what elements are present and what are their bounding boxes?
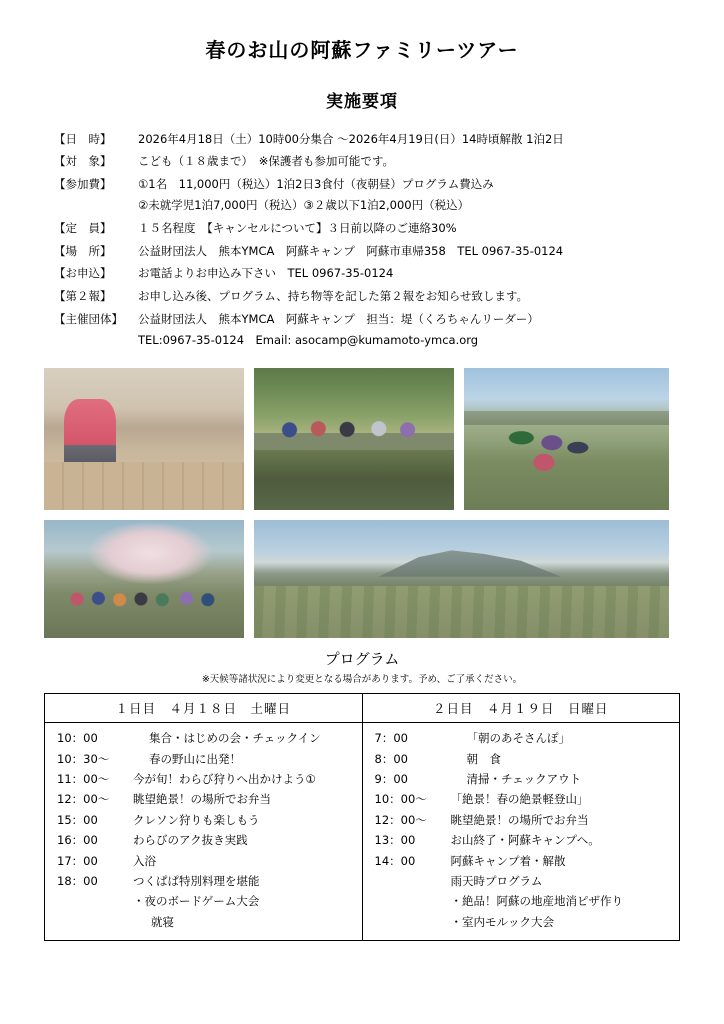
table-row — [44, 286, 680, 309]
table-row — [44, 128, 680, 151]
schedule-activity: 「朝のあそさんぽ」 — [466, 731, 570, 746]
schedule-activity: 朝 食 — [466, 751, 501, 766]
program-note: ※天候等諸状況により変更となる場合があります。予め、ご了承ください。 — [201, 674, 523, 686]
photo-row-top — [44, 368, 680, 510]
detail-value-main: お電話よりお申込み下さい TEL 0967-35-0124 — [138, 266, 394, 281]
detail-label: 【場 所】 — [54, 243, 112, 258]
schedule-item — [363, 891, 680, 911]
schedule-activity: 今が旬！わらび狩りへ出かけよう① — [133, 772, 316, 787]
schedule-item — [45, 749, 362, 769]
table-row — [44, 263, 680, 286]
mount-aso-panorama-photo — [254, 520, 669, 638]
schedule-item — [363, 789, 680, 809]
day2-header: ２日目 ４月１９日 日曜日 — [362, 694, 680, 723]
detail-label: 【第２報】 — [54, 289, 112, 304]
detail-label: 【主催団体】 — [54, 312, 123, 326]
schedule-time: 14：00 — [374, 853, 416, 868]
schedule-activity: わらびのアク抜き実践 — [133, 833, 248, 848]
schedule-item — [45, 871, 362, 891]
schedule-activity: ・絶品！阿蘇の地産地消ピザ作り — [450, 894, 623, 909]
schedule-body-row — [45, 723, 680, 941]
schedule-activity: 「絶景！春の絶景軽登山」 — [450, 792, 589, 807]
detail-value-main: 公益財団法人 熊本YMCA 阿蘇キャンプ 阿蘇市車帰358 TEL 0967-35-0124 — [138, 243, 564, 258]
schedule-item — [45, 850, 362, 870]
schedule-activity: 雨天時プログラム — [450, 873, 543, 888]
detail-label: 【お申込】 — [54, 266, 112, 281]
schedule-header-row — [45, 694, 680, 723]
photo-row-bottom — [44, 520, 680, 638]
schedule-activity: ・室内モルック大会 — [450, 914, 554, 929]
detail-value — [132, 217, 680, 240]
table-row — [44, 309, 680, 353]
schedule-activity: お山終了・阿蘇キャンプへ。 — [450, 833, 600, 848]
detail-value — [132, 309, 680, 353]
detail-value-main: １５名程度 【キャンセルについて】３日前以降のご連絡30% — [138, 220, 457, 235]
detail-value — [132, 128, 680, 151]
detail-value-main: お申し込み後、プログラム、持ち物等を記した第２報をお知らせ致します。 — [138, 289, 528, 304]
indoor-activity-photo — [44, 368, 244, 510]
schedule-activity: 入浴 — [133, 853, 156, 868]
schedule-item — [363, 830, 680, 850]
detail-value — [132, 286, 680, 309]
schedule-item — [363, 749, 680, 769]
detail-label: 【対 象】 — [54, 154, 112, 169]
detail-value-main: 公益財団法人 熊本YMCA 阿蘇キャンプ 担当：堤（くろちゃんリーダー） — [138, 312, 539, 326]
schedule-item — [45, 769, 362, 789]
schedule-activity: 集合・はじめの会・チェックイン — [149, 731, 321, 746]
page-title: 春のお山の阿蘇ファミリーツアー — [205, 38, 519, 62]
detail-value — [132, 240, 680, 263]
schedule-time: 10：30～ — [57, 751, 110, 766]
schedule-time: 16：00 — [57, 833, 98, 848]
family-on-viewpoint-photo — [464, 368, 669, 510]
schedule-item — [45, 789, 362, 809]
detail-value — [132, 151, 680, 174]
photo-gallery — [44, 368, 680, 638]
program-schedule-table — [44, 693, 680, 941]
event-details-table — [44, 128, 680, 352]
schedule-time: 8：00 — [374, 751, 408, 766]
schedule-item — [363, 850, 680, 870]
day1-header: １日目 ４月１８日 土曜日 — [45, 694, 363, 723]
schedule-activity: 就寝 — [151, 914, 174, 929]
detail-value-sub: TEL:0967-35-0124 Email: asocamp@kumamoto-ymca.org — [138, 332, 479, 347]
schedule-activity: 阿蘇キャンプ着・解散 — [450, 853, 566, 868]
day2-schedule — [362, 723, 680, 941]
schedule-activity: 清掃・チェックアウト — [466, 772, 582, 787]
cherry-blossom-group-photo — [44, 520, 244, 638]
document-subtitle: 実施要項 — [326, 92, 398, 112]
schedule-activity: つくぱぱ特別料理を堪能 — [133, 873, 260, 888]
green-field-group-photo — [254, 368, 454, 510]
schedule-item — [45, 891, 362, 911]
schedule-time: 11：00～ — [57, 772, 110, 787]
detail-value — [132, 174, 680, 218]
detail-value-sub: ②未就学児1泊7,000円（税込）③２歳以下1泊2,000円（税込） — [138, 197, 470, 212]
schedule-item — [45, 810, 362, 830]
schedule-time: 18：00 — [57, 873, 98, 888]
table-row — [44, 174, 680, 218]
table-row — [44, 240, 680, 263]
schedule-time: 10：00～ — [374, 792, 427, 807]
schedule-activity: ・夜のボードゲーム大会 — [133, 894, 260, 909]
detail-value-main: こども（１８歳まで） ※保護者も参加可能です。 — [138, 154, 394, 169]
day1-schedule — [45, 723, 363, 941]
schedule-time: 15：00 — [57, 812, 98, 827]
schedule-time: 13：00 — [374, 833, 416, 848]
schedule-time: 10：00 — [57, 731, 98, 746]
schedule-time: 12：00～ — [374, 812, 427, 827]
schedule-time: 7：00 — [374, 731, 408, 746]
detail-label: 【定 員】 — [54, 220, 112, 235]
table-row — [44, 151, 680, 174]
schedule-item — [363, 769, 680, 789]
schedule-item — [363, 912, 680, 932]
schedule-item — [363, 871, 680, 891]
detail-label: 【参加費】 — [54, 177, 112, 192]
detail-value-main: ①1名 11,000円（税込）1泊2日3食付（夜朝昼）プログラム費込み — [138, 177, 494, 192]
schedule-item — [45, 830, 362, 850]
schedule-item — [363, 728, 680, 748]
detail-value-main: 2026年4月18日（土）10時00分集合 ～2026年4月19日(日）14時頃解散 1泊2日 — [138, 131, 564, 146]
schedule-time: 17：00 — [57, 853, 98, 868]
schedule-activity: 春の野山に出発！ — [149, 751, 241, 766]
table-row — [44, 217, 680, 240]
schedule-activity: クレソン狩りも楽しもう — [133, 812, 260, 827]
schedule-item — [45, 912, 362, 932]
schedule-activity: 眺望絶景！の場所でお弁当 — [133, 792, 271, 807]
schedule-item — [45, 728, 362, 748]
schedule-time: 9：00 — [374, 772, 408, 787]
detail-value — [132, 263, 680, 286]
schedule-item — [363, 810, 680, 830]
schedule-time: 12：00～ — [57, 792, 110, 807]
schedule-activity: 眺望絶景！の場所でお弁当 — [450, 812, 589, 827]
detail-label: 【日 時】 — [54, 131, 112, 146]
program-heading: プログラム — [324, 650, 400, 669]
